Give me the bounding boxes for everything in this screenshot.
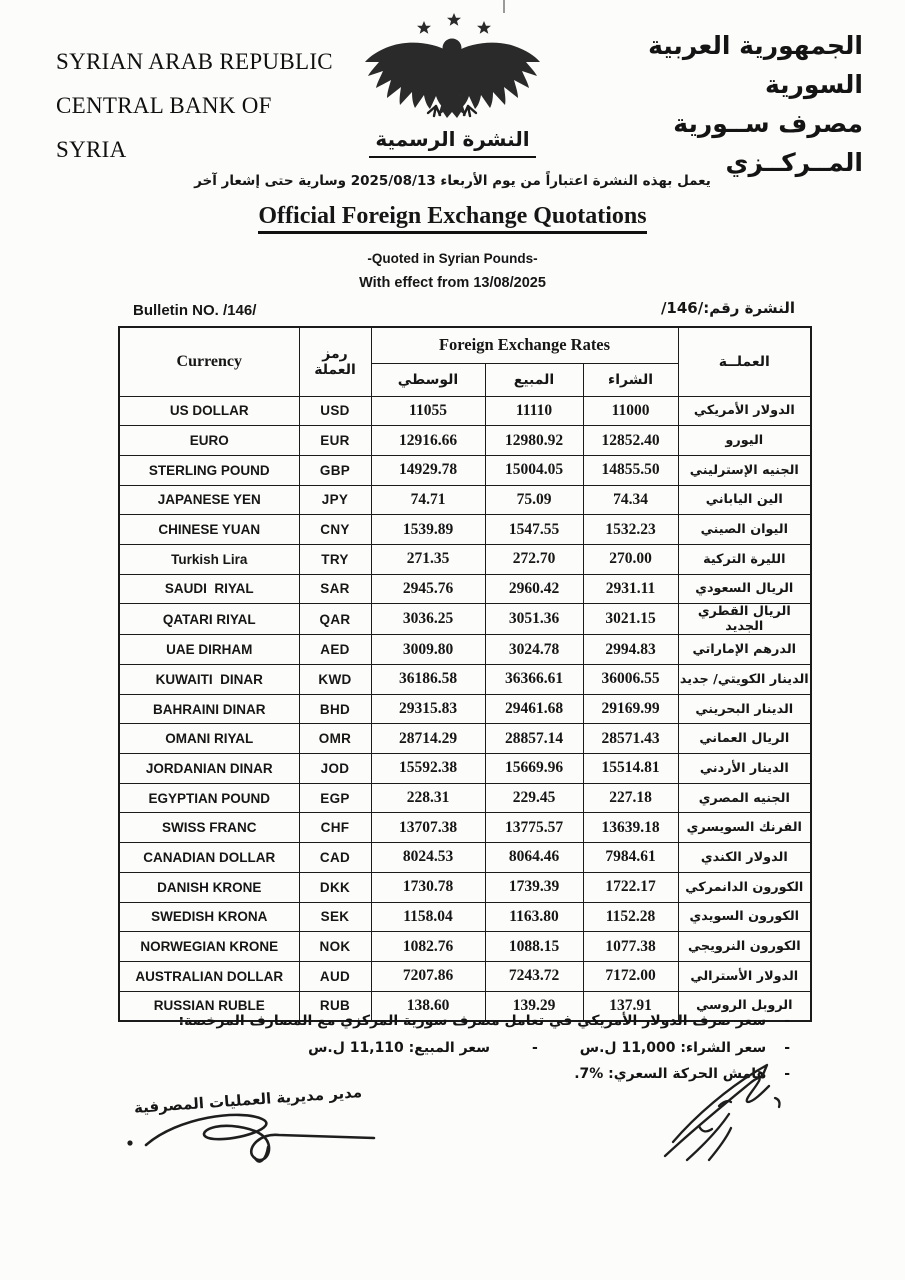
rate-buy: 270.00 (583, 544, 678, 574)
rate-sell: 15004.05 (485, 455, 583, 485)
currency-name-en: CHINESE YUAN (119, 515, 299, 545)
rates-table-body (119, 396, 811, 1021)
rate-mid: 271.35 (371, 544, 485, 574)
rate-sell: 1739.39 (485, 872, 583, 902)
rate-sell: 3024.78 (485, 635, 583, 665)
table-row (119, 724, 811, 754)
currency-name-ar: الريال السعودي (678, 574, 811, 604)
currency-name-en: EGYPTIAN POUND (119, 783, 299, 813)
currency-name-en: AUSTRALIAN DOLLAR (119, 961, 299, 991)
secondary-signature-icon (655, 1060, 810, 1177)
currency-name-ar: الليرة التركية (678, 544, 811, 574)
country-name-ar: الجمهورية العربية السورية (648, 31, 863, 99)
arabic-bulletin-title: النشرة الرسمية (0, 127, 905, 158)
currency-name-en: BAHRAINI DINAR (119, 694, 299, 724)
rate-buy: 36006.55 (583, 665, 678, 695)
bulletin-number-en: Bulletin NO. /146/ (133, 302, 257, 319)
currency-name-ar: الدينار الأردني (678, 754, 811, 784)
bank-name-arabic (563, 26, 863, 182)
rate-mid: 11055 (371, 396, 485, 426)
currency-name-en: SWEDISH KRONA (119, 902, 299, 932)
currency-name-ar: اليورو (678, 426, 811, 456)
rate-sell: 12980.92 (485, 426, 583, 456)
currency-name-en: EURO (119, 426, 299, 456)
currency-name-ar: الدينار الكويتي/ جديد (678, 665, 811, 695)
currency-name-ar: الروبل الروسي (678, 991, 811, 1021)
currency-name-ar: الكورون النرويجي (678, 932, 811, 962)
currency-name-en: SWISS FRANC (119, 813, 299, 843)
currency-name-en: NORWEGIAN KRONE (119, 932, 299, 962)
col-header-currency-ar: العملــة (678, 327, 811, 396)
currency-name-ar: الدرهم الإماراتي (678, 635, 811, 665)
rate-sell: 36366.61 (485, 665, 583, 695)
rate-mid: 15592.38 (371, 754, 485, 784)
currency-code: SAR (299, 574, 371, 604)
rate-mid: 13707.38 (371, 813, 485, 843)
rate-buy: 14855.50 (583, 455, 678, 485)
rate-mid: 12916.66 (371, 426, 485, 456)
rate-buy: 13639.18 (583, 813, 678, 843)
table-row (119, 485, 811, 515)
rate-sell: 1088.15 (485, 932, 583, 962)
exchange-rates-table (118, 326, 812, 1022)
rate-buy: 137.91 (583, 991, 678, 1021)
rate-buy: 2931.11 (583, 574, 678, 604)
rate-sell: 75.09 (485, 485, 583, 515)
currency-name-en: SAUDI RIYAL (119, 574, 299, 604)
table-row (119, 604, 811, 635)
currency-name-ar: الدولار الأسترالي (678, 961, 811, 991)
currency-name-en: Turkish Lira (119, 544, 299, 574)
bulletin-number-ar: النشرة رقم:/146/ (660, 299, 795, 317)
rate-mid: 14929.78 (371, 455, 485, 485)
rate-buy: 12852.40 (583, 426, 678, 456)
table-row (119, 544, 811, 574)
table-row (119, 455, 811, 485)
currency-name-ar: الدولار الكندي (678, 843, 811, 873)
note-buy-rate: سعر الشراء: 11,000 ل.س (579, 1039, 767, 1056)
rate-sell: 139.29 (485, 991, 583, 1021)
currency-name-ar: الين الياباني (678, 485, 811, 515)
rate-buy: 1722.17 (583, 872, 678, 902)
rate-buy: 3021.15 (583, 604, 678, 635)
note-dash: - (784, 1013, 790, 1029)
currency-name-en: QATARI RIYAL (119, 604, 299, 635)
rate-mid: 138.60 (371, 991, 485, 1021)
rate-buy: 7172.00 (583, 961, 678, 991)
currency-name-en: CANADIAN DOLLAR (119, 843, 299, 873)
syrian-eagle-emblem-icon (352, 12, 557, 127)
rate-sell: 28857.14 (485, 724, 583, 754)
currency-name-ar: الريال العماني (678, 724, 811, 754)
col-header-buy-rate: الشراء (583, 363, 678, 396)
currency-code: DKK (299, 872, 371, 902)
currency-code: JOD (299, 754, 371, 784)
note-separator-dash: - (531, 1039, 538, 1056)
rate-sell: 11110 (485, 396, 583, 426)
rate-sell: 13775.57 (485, 813, 583, 843)
rate-buy: 1077.38 (583, 932, 678, 962)
table-row (119, 694, 811, 724)
col-header-currency-en: Currency (119, 327, 299, 396)
director-title-label: مدير مديرية العمليات المصرفية (133, 1083, 363, 1117)
bank-name-ar: مصرف ســورية المــركــزي (673, 109, 863, 177)
currency-name-en: US DOLLAR (119, 396, 299, 426)
currency-name-en: UAE DIRHAM (119, 635, 299, 665)
table-header (119, 327, 811, 396)
note-sell-rate: سعر المبيع: 11,110 ل.س (308, 1039, 490, 1056)
currency-code: NOK (299, 932, 371, 962)
rate-mid: 36186.58 (371, 665, 485, 695)
table-row (119, 843, 811, 873)
rate-mid: 1158.04 (371, 902, 485, 932)
country-name-en: SYRIAN ARAB REPUBLIC (56, 49, 333, 74)
currency-name-en: STERLING POUND (119, 455, 299, 485)
currency-name-en: RUSSIAN RUBLE (119, 991, 299, 1021)
col-group-header-rates: Foreign Exchange Rates (371, 327, 678, 363)
table-row (119, 665, 811, 695)
rate-mid: 7207.86 (371, 961, 485, 991)
currency-name-ar: الجنيه المصري (678, 783, 811, 813)
rate-mid: 29315.83 (371, 694, 485, 724)
rate-mid: 1730.78 (371, 872, 485, 902)
subtitle-quoted-in: -Quoted in Syrian Pounds- (367, 251, 538, 266)
currency-name-ar: الكورون السويدي (678, 902, 811, 932)
rate-mid: 8024.53 (371, 843, 485, 873)
table-row (119, 635, 811, 665)
currency-code: BHD (299, 694, 371, 724)
rate-sell: 29461.68 (485, 694, 583, 724)
currency-name-ar: الفرنك السويسري (678, 813, 811, 843)
table-row (119, 932, 811, 962)
currency-code: EGP (299, 783, 371, 813)
rate-sell: 8064.46 (485, 843, 583, 873)
currency-code: TRY (299, 544, 371, 574)
currency-code: SEK (299, 902, 371, 932)
table-row (119, 872, 811, 902)
note-dash: - (784, 1039, 790, 1056)
note-dash: - (784, 1066, 790, 1082)
rate-buy: 1532.23 (583, 515, 678, 545)
table-row (119, 754, 811, 784)
currency-name-en: OMANI RIYAL (119, 724, 299, 754)
rate-buy: 7984.61 (583, 843, 678, 873)
currency-name-en: DANISH KRONE (119, 872, 299, 902)
note-margin-text: هامش الحركة السعري: %7. (574, 1066, 767, 1082)
three-stars-icon (417, 13, 491, 34)
currency-code: JPY (299, 485, 371, 515)
rate-sell: 7243.72 (485, 961, 583, 991)
currency-name-en: JAPANESE YEN (119, 485, 299, 515)
rate-buy: 74.34 (583, 485, 678, 515)
rate-buy: 28571.43 (583, 724, 678, 754)
currency-code: CNY (299, 515, 371, 545)
table-row (119, 813, 811, 843)
table-row (119, 961, 811, 991)
col-header-mid-rate: الوسطي (371, 363, 485, 396)
currency-name-ar: الدولار الأمريكي (678, 396, 811, 426)
rate-mid: 3009.80 (371, 635, 485, 665)
rate-mid: 228.31 (371, 783, 485, 813)
rate-sell: 3051.36 (485, 604, 583, 635)
table-row (119, 396, 811, 426)
table-row (119, 574, 811, 604)
currency-name-ar: الريال القطري الجديد (678, 604, 811, 635)
col-header-sell-rate: المبيع (485, 363, 583, 396)
rate-buy: 15514.81 (583, 754, 678, 784)
currency-code: EUR (299, 426, 371, 456)
currency-code: CHF (299, 813, 371, 843)
table-row (119, 426, 811, 456)
col-header-currency-code: رمز العملة (299, 327, 371, 396)
rate-buy: 2994.83 (583, 635, 678, 665)
rate-buy: 11000 (583, 396, 678, 426)
currency-code: CAD (299, 843, 371, 873)
rate-buy: 29169.99 (583, 694, 678, 724)
rate-sell: 229.45 (485, 783, 583, 813)
arabic-effective-date-line: يعمل بهذه النشرة اعتباراً من يوم الأربعاء 2025/08/13 وسارية حتى إشعار آخر (194, 173, 711, 189)
eagle-body (365, 39, 540, 119)
currency-code: AED (299, 635, 371, 665)
currency-name-ar: الدينار البحريني (678, 694, 811, 724)
rate-mid: 2945.76 (371, 574, 485, 604)
rate-sell: 15669.96 (485, 754, 583, 784)
note-usd-dealing-text: سعر صرف الدولار الأمريكي في تعامل مصرف سورية المركزي مع المصارف المرخصة: (178, 1013, 767, 1029)
table-row (119, 902, 811, 932)
rate-sell: 272.70 (485, 544, 583, 574)
page-title: Official Foreign Exchange Quotations (0, 203, 905, 234)
currency-name-ar: اليوان الصيني (678, 515, 811, 545)
rate-mid: 1539.89 (371, 515, 485, 545)
currency-code: GBP (299, 455, 371, 485)
rate-buy: 227.18 (583, 783, 678, 813)
currency-code: KWD (299, 665, 371, 695)
currency-name-en: KUWAITI DINAR (119, 665, 299, 695)
bank-name-en: CENTRAL BANK OF SYRIA (56, 93, 272, 162)
subtitle-effect-date: With effect from 13/08/2025 (359, 275, 546, 291)
rate-buy: 1152.28 (583, 902, 678, 932)
table-row (119, 515, 811, 545)
rate-mid: 74.71 (371, 485, 485, 515)
currency-code: QAR (299, 604, 371, 635)
currency-code: RUB (299, 991, 371, 1021)
currency-code: USD (299, 396, 371, 426)
director-signature-icon (116, 1097, 384, 1174)
currency-code: AUD (299, 961, 371, 991)
currency-name-en: JORDANIAN DINAR (119, 754, 299, 784)
rate-sell: 1547.55 (485, 515, 583, 545)
rate-mid: 1082.76 (371, 932, 485, 962)
currency-name-ar: الجنيه الإسترليني (678, 455, 811, 485)
rate-mid: 3036.25 (371, 604, 485, 635)
table-row (119, 783, 811, 813)
currency-code: OMR (299, 724, 371, 754)
rate-mid: 28714.29 (371, 724, 485, 754)
note-usd-dealing (90, 1008, 790, 1035)
note-buy-sell-rates (90, 1035, 790, 1062)
rate-sell: 2960.42 (485, 574, 583, 604)
currency-name-ar: الكورون الدانمركي (678, 872, 811, 902)
rate-sell: 1163.80 (485, 902, 583, 932)
